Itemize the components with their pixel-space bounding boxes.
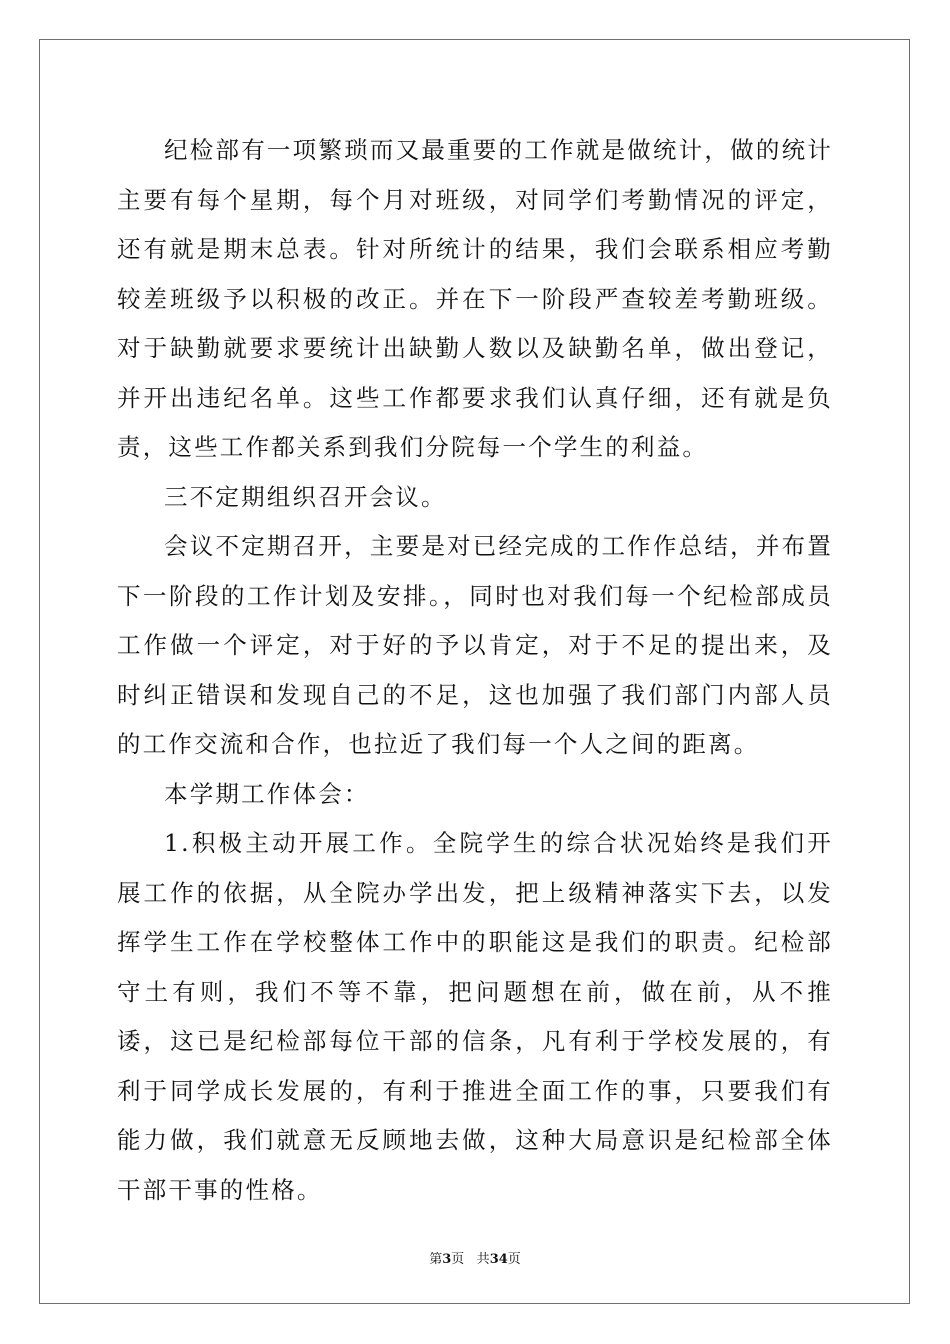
document-body: [117, 126, 833, 1215]
footer-page-number: 3: [442, 1252, 452, 1267]
page-footer: [0, 1248, 950, 1267]
footer-total-prefix: 共: [476, 1252, 490, 1267]
footer-total-pages: 34: [489, 1252, 508, 1267]
paragraph-heading-experience: 本学期工作体会：: [164, 779, 370, 808]
footer-page-suffix: 页: [451, 1252, 465, 1267]
paragraph-statistics: 纪检部有一项繁琐而又最重要的工作就是做统计，做的统计主要有每个星期，每个月对班级，对同学们考勤情况的评定，还有就是期末总表。针对所统计的结果，我们会联系相应考勤较差班级予以积极的改正。并在下一阶段严查较差考勤班级。对于缺勤就要求要统计出缺勤人数以及缺勤名单，做出登记，并开出违纪名单。这些工作都要求我们认真仔细，还有就是负责，这些工作都关系到我们分院每一个学生的利益。: [117, 136, 833, 461]
paragraph-meetings: 会议不定期召开，主要是对已经完成的工作作总结，并布置下一阶段的工作计划及安排。，同时也对我们每一个纪检部成员工作做一个评定，对于好的予以肯定，对于不足的提出来，及时纠正错误和发现自己的不足，这也加强了我们部门内部人员的工作交流和合作，也拉近了我们每一个人之间的距离。: [117, 532, 833, 758]
paragraph-heading-meetings: 三不定期组织召开会议。: [164, 482, 447, 511]
paragraph-experience-1: 1.积极主动开展工作。全院学生的综合状况始终是我们开展工作的依据，从全院办学出发，把上级精神落实下去，以发挥学生工作在学校整体工作中的职能这是我们的职责。纪检部守土有则，我们不等不靠，把问题想在前，做在前，从不推诿，这已是纪检部每位干部的信条，凡有利于学校发展的，有利于同学成长发展的，有利于推进全面工作的事，只要我们有能力做，我们就意无反顾地去做，这种大局意识是纪检部全体干部干事的性格。: [117, 829, 833, 1204]
footer-page-prefix: 第: [429, 1252, 443, 1267]
footer-total-suffix: 页: [507, 1252, 521, 1267]
